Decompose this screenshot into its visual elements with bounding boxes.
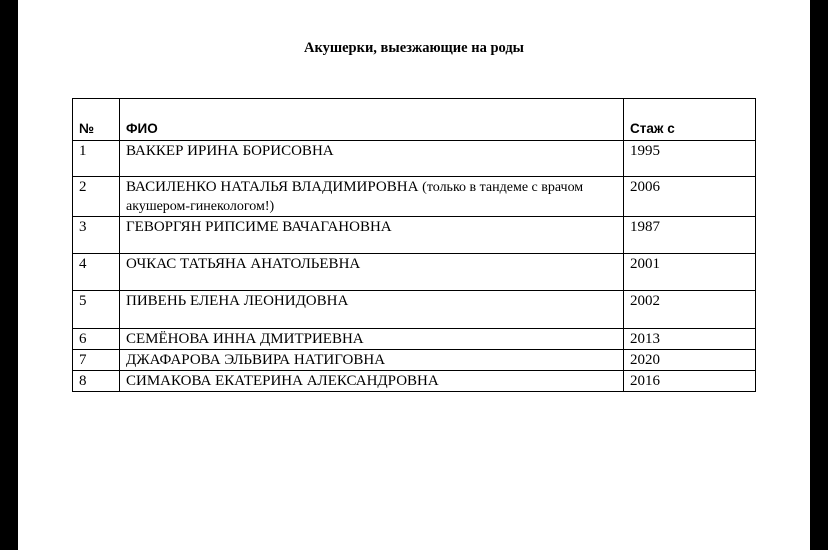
row-since: 2002 <box>624 291 756 329</box>
row-number: 2 <box>73 177 120 217</box>
row-since: 2013 <box>624 329 756 350</box>
row-number: 6 <box>73 329 120 350</box>
row-since: 2020 <box>624 350 756 371</box>
table-row <box>73 177 756 217</box>
row-name <box>120 329 624 350</box>
row-number: 3 <box>73 217 120 254</box>
row-name <box>120 141 624 177</box>
row-name-text: СИМАКОВА ЕКАТЕРИНА АЛЕКСАНДРОВНА <box>126 373 439 389</box>
row-name-text: ВАСИЛЕНКО НАТАЛЬЯ ВЛАДИМИРОВНА <box>126 179 419 195</box>
row-number: 1 <box>73 141 120 177</box>
row-number: 4 <box>73 254 120 291</box>
column-header-number: № <box>73 99 120 141</box>
table-row <box>73 371 756 392</box>
row-since: 2006 <box>624 177 756 217</box>
table-row <box>73 350 756 371</box>
row-number: 5 <box>73 291 120 329</box>
document-page <box>18 0 810 550</box>
row-name-text: ГЕВОРГЯН РИПСИМЕ ВАЧАГАНОВНА <box>126 219 392 235</box>
row-name-text: ОЧКАС ТАТЬЯНА АНАТОЛЬЕВНА <box>126 256 361 272</box>
table-row <box>73 217 756 254</box>
row-since: 1987 <box>624 217 756 254</box>
table-row <box>73 291 756 329</box>
document-title: Акушерки, выезжающие на роды <box>303 40 524 56</box>
table-row <box>73 141 756 177</box>
row-since: 1995 <box>624 141 756 177</box>
row-since: 2001 <box>624 254 756 291</box>
row-name <box>120 371 624 392</box>
column-header-name: ФИО <box>120 99 624 141</box>
row-name-text: СЕМЁНОВА ИННА ДМИТРИЕВНА <box>126 331 364 347</box>
row-number: 8 <box>73 371 120 392</box>
row-since: 2016 <box>624 371 756 392</box>
midwives-table <box>72 98 756 392</box>
table-row <box>73 254 756 291</box>
row-name-text: ДЖАФАРОВА ЭЛЬВИРА НАТИГОВНА <box>126 352 386 368</box>
table-row <box>73 329 756 350</box>
row-name <box>120 254 624 291</box>
row-note: (только в тандеме с врачом акушером-гинекологом!) <box>126 180 584 214</box>
table-header-row <box>73 99 756 141</box>
row-name-text: ПИВЕНЬ ЕЛЕНА ЛЕОНИДОВНА <box>126 293 349 309</box>
row-number: 7 <box>73 350 120 371</box>
row-name <box>120 177 624 217</box>
column-header-since: Стаж с <box>624 99 756 141</box>
row-name-text: ВАККЕР ИРИНА БОРИСОВНА <box>126 143 334 159</box>
row-name <box>120 350 624 371</box>
row-name <box>120 291 624 329</box>
row-name <box>120 217 624 254</box>
